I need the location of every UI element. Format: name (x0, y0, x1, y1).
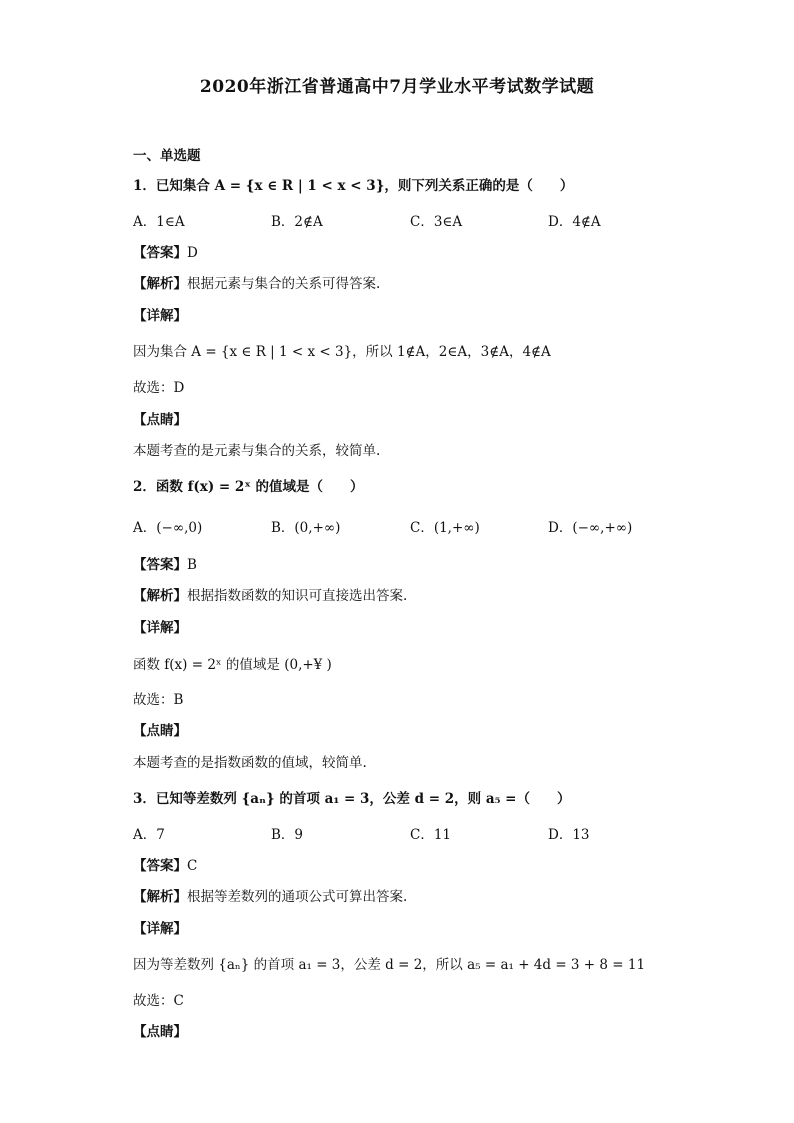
question-3-stem: 3．已知等差数列 {aₙ} 的首项 a₁ = 3，公差 d = 2，则 a₅ =（ ） (133, 791, 571, 807)
q3-answer: C (187, 858, 198, 874)
q1-analysis: 根据元素与集合的关系可得答案. (187, 276, 381, 292)
analysis-tag: 【解析】 (133, 276, 187, 292)
analysis-tag: 【解析】 (133, 889, 187, 905)
q1-analysis-row (133, 274, 380, 294)
q3-analysis-row (133, 887, 407, 907)
answer-tag: 【答案】 (133, 858, 187, 874)
q2-option-a: A．(−∞,0) (133, 520, 203, 536)
q3-analysis: 根据等差数列的通项公式可算出答案. (187, 889, 408, 905)
q2-comment-tag: 【点睛】 (133, 723, 187, 739)
analysis-tag: 【解析】 (133, 588, 187, 604)
q3-choice: 故选：C (133, 993, 184, 1009)
question-2-stem: 2．函数 f(x) = 2ˣ 的值域是（ ） (133, 479, 364, 495)
q1-answer-row (133, 243, 198, 263)
q1-answer: D (187, 245, 198, 261)
q3-detail-tag: 【详解】 (133, 921, 187, 937)
q2-option-c: C．(1,+∞) (410, 520, 480, 536)
q2-answer-row (133, 555, 197, 575)
q2-choice: 故选：B (133, 692, 184, 708)
q2-analysis-row (133, 586, 407, 606)
q1-detail: 因为集合 A = {x ∈ R | 1 < x < 3}，所以 1∉A，2∈A，3∉A，4∉A (133, 344, 551, 360)
q2-option-d: D．(−∞,+∞) (548, 520, 633, 536)
q2-option-b: B．(0,+∞) (271, 520, 341, 536)
q3-detail: 因为等差数列 {aₙ} 的首项 a₁ = 3，公差 d = 2，所以 a₅ = a₁ + 4d = 3 + 8 = 11 (133, 957, 646, 973)
q2-analysis: 根据指数函数的知识可直接选出答案. (187, 588, 408, 604)
q2-detail-tag: 【详解】 (133, 620, 187, 636)
answer-tag: 【答案】 (133, 557, 187, 573)
page-title: 2020年浙江省普通高中7月学业水平考试数学试题 (199, 77, 595, 97)
q1-option-a: A．1∈A (133, 214, 185, 230)
answer-tag: 【答案】 (133, 245, 187, 261)
q1-option-d: D．4∉A (548, 214, 601, 230)
q1-option-c: C．3∈A (410, 214, 463, 230)
q3-option-c: C．11 (410, 827, 452, 843)
section-heading: 一、单选题 (133, 148, 201, 164)
q1-comment-tag: 【点睛】 (133, 412, 187, 428)
q1-option-b: B．2∉A (271, 214, 323, 230)
q1-choice: 故选：D (133, 380, 185, 396)
q2-detail: 函数 f(x) = 2ˣ 的值域是 (0,+¥ ) (133, 657, 332, 673)
q1-comment: 本题考查的是元素与集合的关系，较简单. (133, 443, 381, 459)
q3-comment-tag: 【点睛】 (133, 1024, 187, 1040)
q3-option-a: A．7 (133, 827, 165, 843)
q2-comment: 本题考查的是指数函数的值域，较简单. (133, 755, 367, 771)
q3-answer-row (133, 856, 197, 876)
q2-answer: B (187, 557, 197, 573)
question-1-stem: 1．已知集合 A = {x ∈ R | 1 < x < 3}，则下列关系正确的是（ ） (133, 178, 574, 194)
q3-option-d: D．13 (548, 827, 590, 843)
q1-detail-tag: 【详解】 (133, 308, 187, 324)
q3-option-b: B．9 (271, 827, 304, 843)
